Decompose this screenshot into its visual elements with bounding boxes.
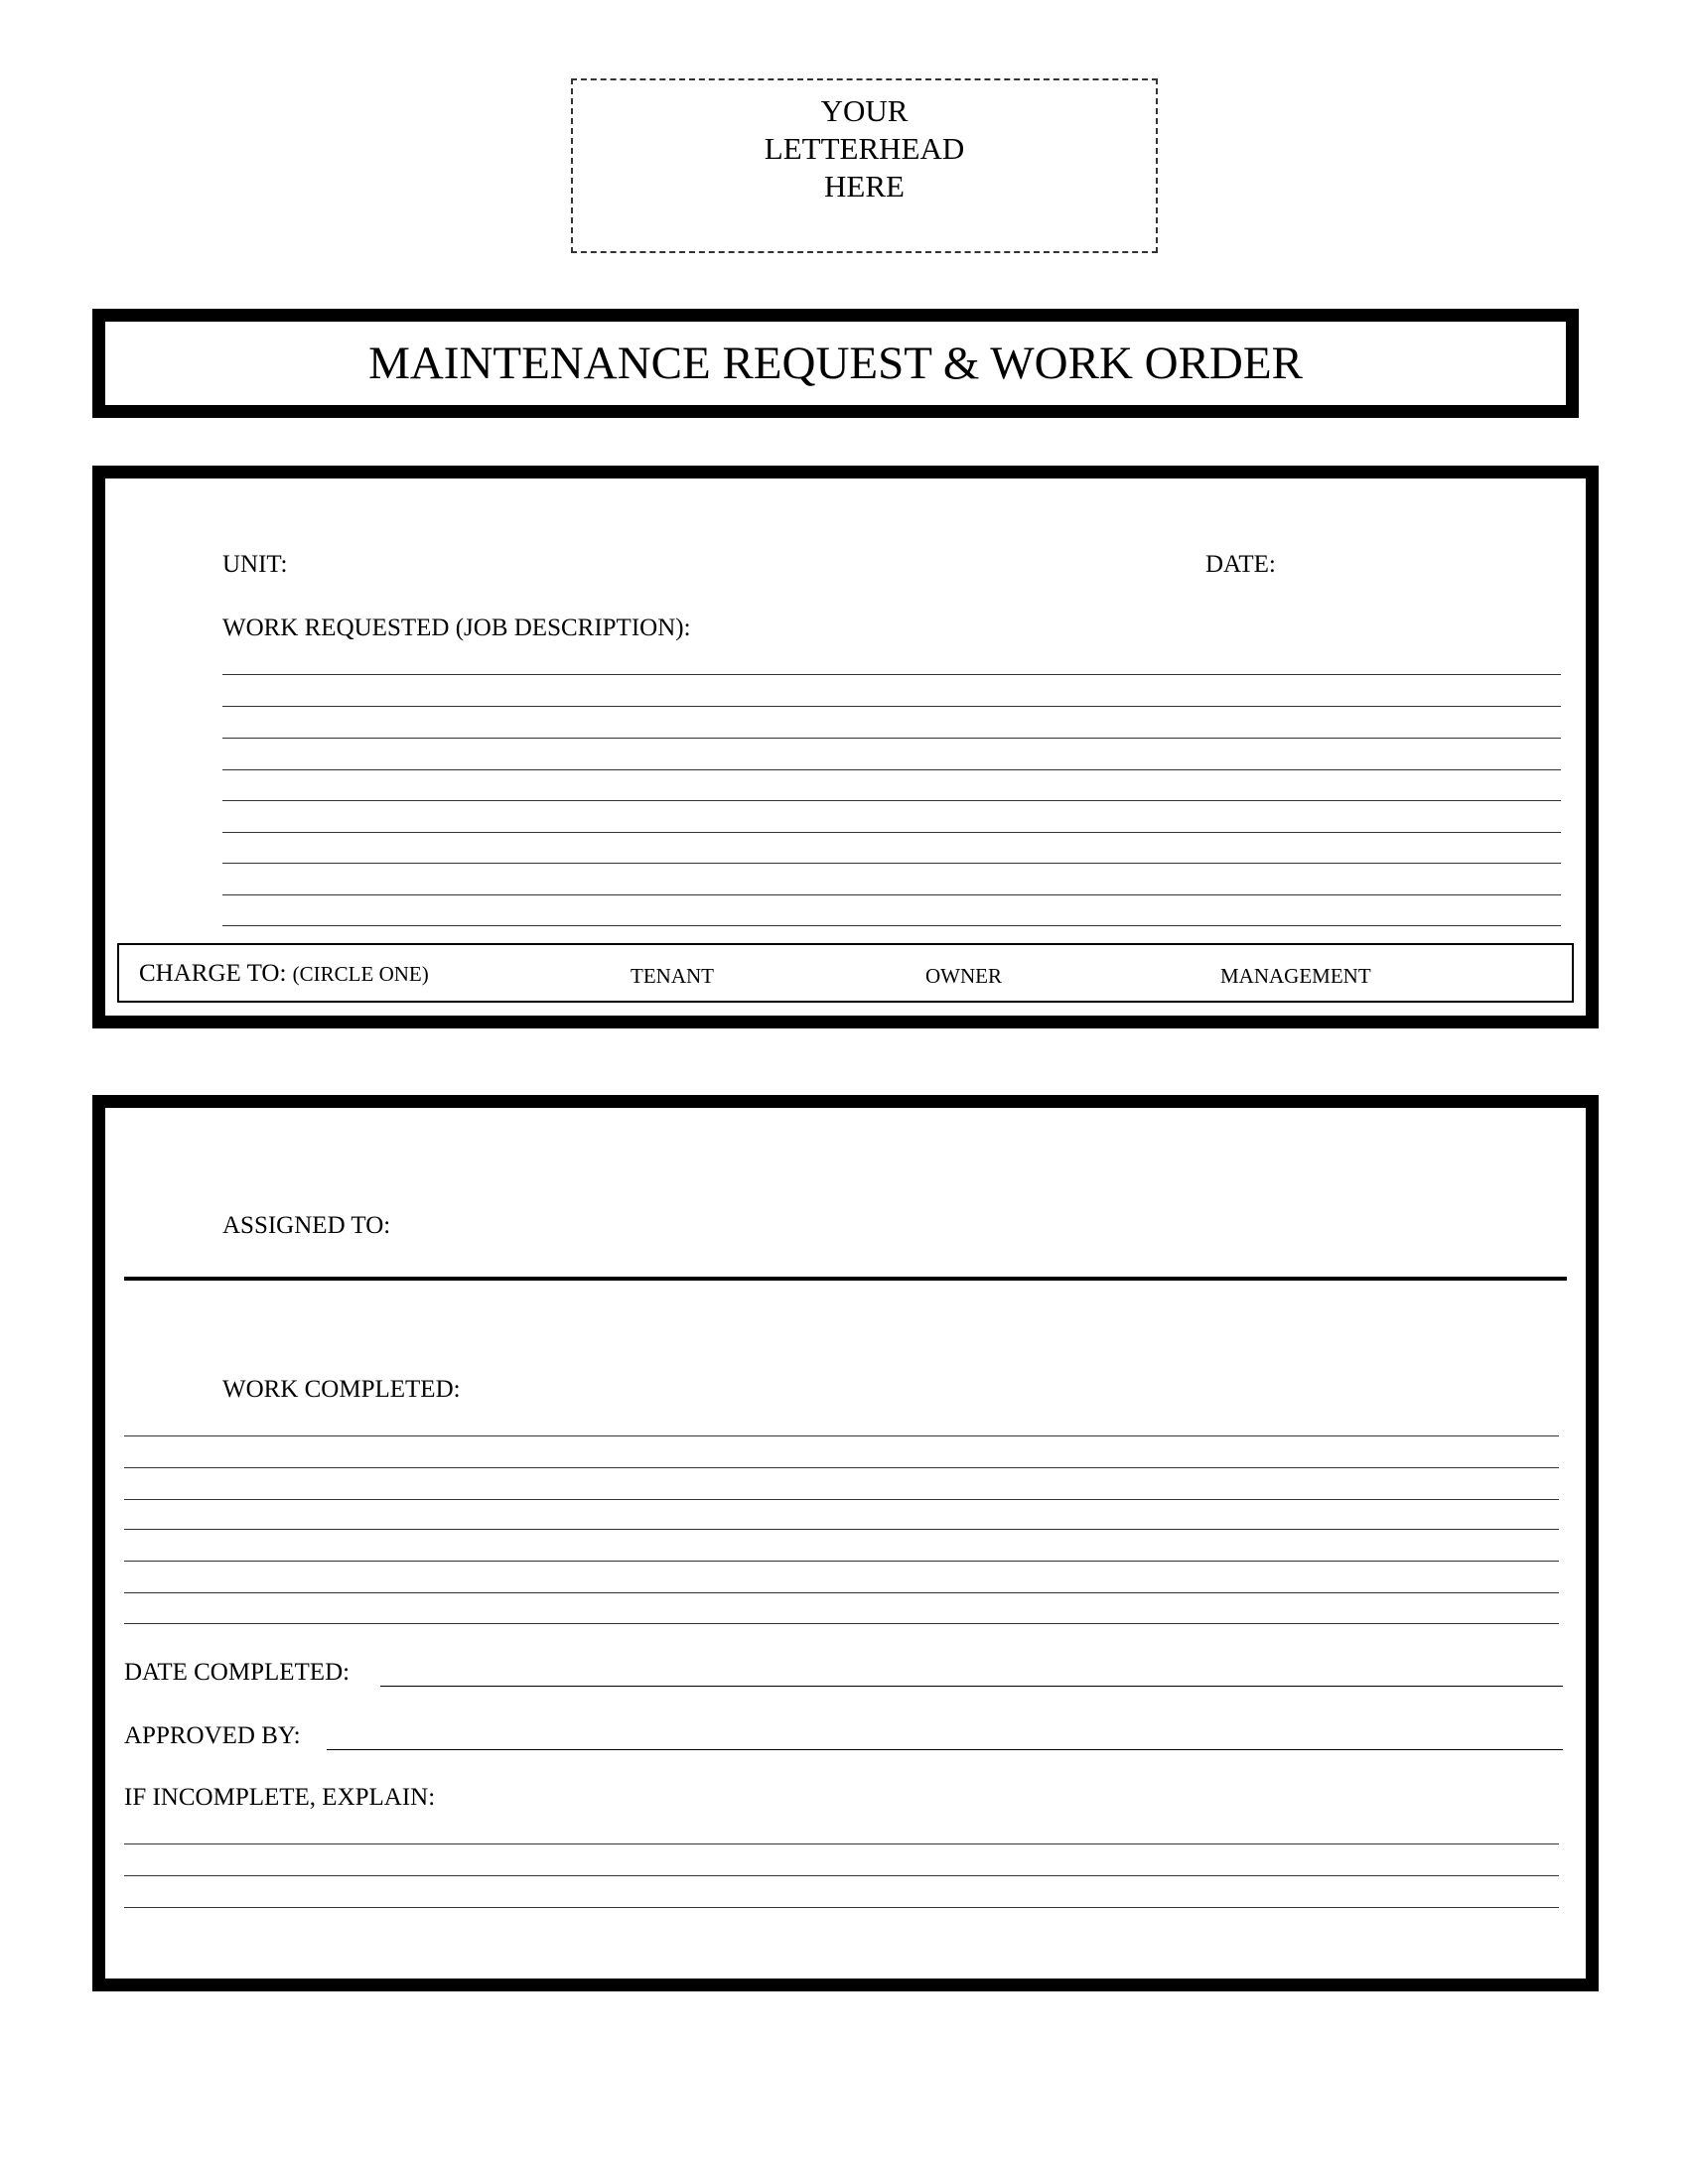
charge-option-tenant[interactable]: TENANT [631,964,714,988]
writing-line [222,706,1561,707]
charge-option-owner[interactable]: OWNER [925,964,1002,988]
writing-line [124,1529,1559,1530]
approved-by-field[interactable] [327,1721,1563,1750]
writing-line [222,674,1561,675]
assigned-to-field[interactable] [417,1206,1559,1246]
unit-label: UNIT: [222,551,288,578]
writing-line [222,925,1561,926]
charge-option-management[interactable]: MANAGEMENT [1220,964,1371,988]
section-divider [124,1277,1567,1281]
letterhead-placeholder [571,78,1158,253]
work-requested-label: WORK REQUESTED (JOB DESCRIPTION): [222,614,691,641]
date-field[interactable] [1291,546,1559,580]
letterhead-line: LETTERHEAD [764,131,965,166]
unit-field[interactable] [298,546,1172,580]
date-completed-label: DATE COMPLETED: [124,1659,351,1686]
writing-line [124,1843,1559,1844]
work-completed-field[interactable] [124,1410,1559,1628]
incomplete-explain-field[interactable] [124,1817,1559,1911]
assigned-to-label: ASSIGNED TO: [222,1212,391,1239]
writing-line [124,1623,1559,1624]
writing-line [124,1875,1559,1876]
writing-line [124,1907,1559,1908]
writing-line [124,1592,1559,1593]
form-title-box [92,309,1579,418]
writing-line [124,1435,1559,1436]
charge-to-text: CHARGE TO: [139,960,287,987]
writing-line [222,894,1561,895]
writing-line [124,1467,1559,1468]
writing-line [222,800,1561,801]
charge-to-hint: (CIRCLE ONE) [292,962,429,986]
work-completed-label: WORK COMPLETED: [222,1376,461,1403]
incomplete-explain-label: IF INCOMPLETE, EXPLAIN: [124,1784,436,1811]
writing-line [222,769,1561,770]
letterhead-line: HERE [824,169,905,204]
date-completed-field[interactable] [380,1658,1563,1687]
date-label: DATE: [1205,551,1276,578]
approved-by-label: APPROVED BY: [124,1722,301,1749]
writing-line [124,1561,1559,1562]
letterhead-line: YOUR [820,93,909,128]
writing-line [124,1499,1559,1500]
writing-line [222,863,1561,864]
form-title: MAINTENANCE REQUEST & WORK ORDER [368,338,1303,389]
writing-line [222,832,1561,833]
charge-to-label [139,959,429,989]
work-requested-field[interactable] [222,655,1561,928]
writing-line [222,738,1561,739]
